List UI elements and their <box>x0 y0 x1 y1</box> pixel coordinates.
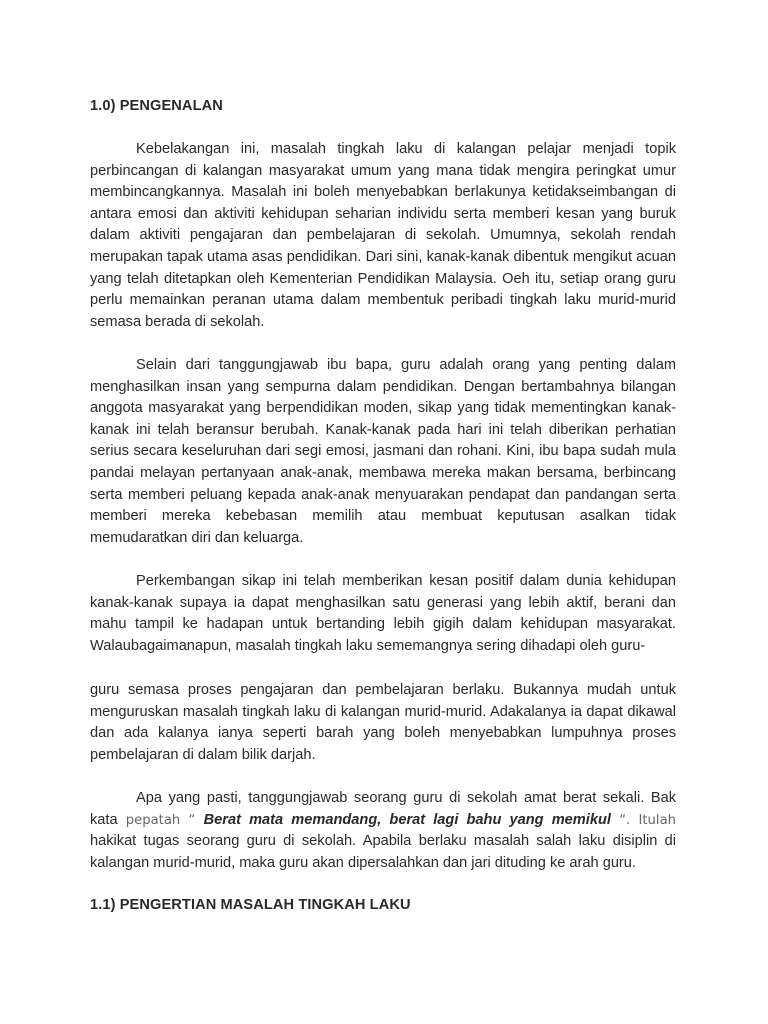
section-heading-definition: 1.1) PENGERTIAN MASALAH TINGKAH LAKU <box>90 897 411 913</box>
paragraph-5-start: Apa yang pasti, tanggungjawab seorang guru di sekolah amat berat sekali. Bak kata <box>90 790 676 828</box>
paragraph-4: guru semasa proses pengajaran dan pembelajaran berlaku. Bukannya mudah untuk menguruskan masalah tingkah laku di kalangan murid-murid. Adakalanya ia dapat dikawal dan ada kalanya ianya seperti barah yang boleh menyebabkan lumpuhnya proses pembelajaran di dalam bilik darjah. <box>90 682 676 763</box>
paragraph-5 <box>90 788 676 874</box>
paragraph-5-close: “. Itulah <box>610 812 677 828</box>
section-heading-intro: 1.0) PENGENALAN <box>90 98 223 114</box>
paragraph-2: Selain dari tanggungjawab ibu bapa, guru adalah orang yang penting dalam menghasilkan insan yang sempurna dalam pendidikan. Dengan bertambahnya bilangan anggota masyarakat yang berpendidikan moden, sikap yang tidak mementingkan kanak-kanak ini telah beransur berubah. Kanak-kanak pada hari ini telah diberikan perhatian serius secara keseluruhan dari segi emosi, jasmani dan rohani. Kini, ibu bapa sudah mula pandai melayan pertanyaan anak-anak, membawa mereka makan bersama, berbincang serta memberi peluang kepada anak-anak menyuarakan pendapat dan pandangan serta memberi mereka kebebasan memilih atau membuat keputusan asalkan tidak memudaratkan diri dan keluarga. <box>90 357 676 546</box>
paragraph-5-pepatah: pepatah “ <box>125 812 204 828</box>
proverb-quote: Berat mata memandang, berat lagi bahu yang memikul <box>203 811 611 828</box>
paragraph-3: Perkembangan sikap ini telah memberikan kesan positif dalam dunia kehidupan kanak-kanak supaya ia dapat menghasilkan satu generasi yang lebih aktif, berani dan mahu tampil ke hadapan untuk bertanding lebih gigih dalam kehidupan masyarakat. Walaubagaimanapun, masalah tingkah laku sememangnya sering dihadapi oleh guru- <box>90 573 676 654</box>
paragraph-1: Kebelakangan ini, masalah tingkah laku di kalangan pelajar menjadi topik perbincangan di kalangan masyarakat umum yang mana tidak mengira peringkat umur membincangkannya. Masalah ini boleh menyebabkan berlakunya ketidakseimbangan di antara emosi dan aktiviti kehidupan seharian individu serta memberi kesan yang buruk dalam aktiviti pengajaran dan pembelajaran di sekolah. Umumnya, sekolah rendah merupakan tapak utama asas pendidikan. Dari sini, kanak-kanak dibentuk mengikut acuan yang telah ditetapkan oleh Kementerian Pendidikan Malaysia. Oeh itu, setiap orang guru perlu memainkan peranan utama dalam membentuk peribadi tingkah laku murid-murid semasa berada di sekolah. <box>90 141 676 330</box>
paragraph-5-end: hakikat tugas seorang guru di sekolah. Apabila berlaku masalah salah laku disiplin di kalangan murid-murid, maka guru akan dipersalahkan dan jari dituding ke arah guru. <box>90 833 676 871</box>
